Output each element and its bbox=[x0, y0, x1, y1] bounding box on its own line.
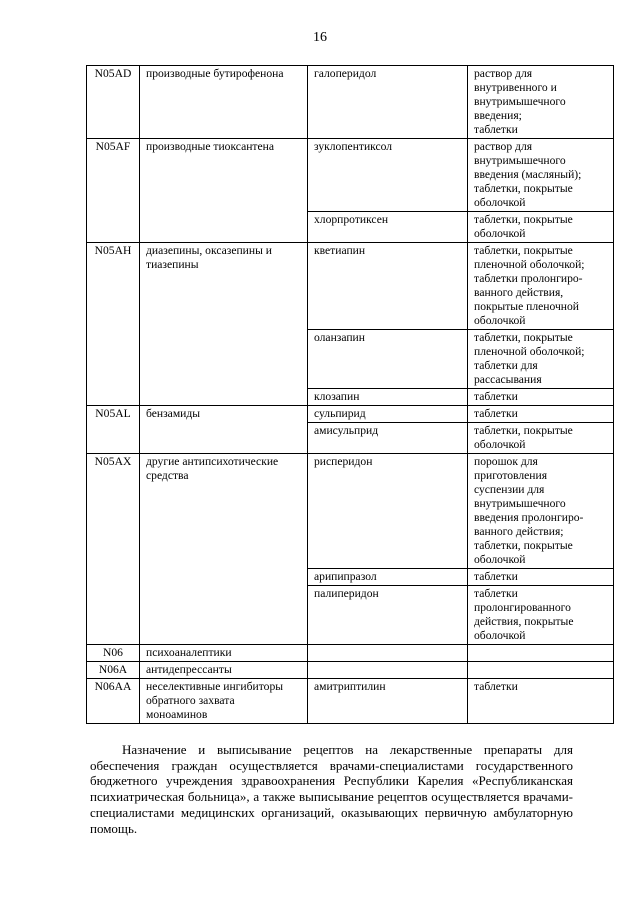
dosage-form-cell bbox=[468, 645, 614, 662]
table-row bbox=[87, 406, 614, 423]
group-name-cell: другие антипсихотические средства bbox=[140, 454, 308, 645]
dosage-form-cell: таблетки, покрытые пленочной оболочкой; таблетки пролонгиро- ванного действия, покрытые пленочной оболочкой bbox=[468, 243, 614, 330]
table-row bbox=[87, 679, 614, 724]
atc-code-cell: N05AD bbox=[87, 66, 140, 139]
group-name-cell: производные бутирофенона bbox=[140, 66, 308, 139]
drug-name-cell bbox=[308, 662, 468, 679]
atc-code-cell: N05AF bbox=[87, 139, 140, 243]
drug-name-cell: зуклопентиксол bbox=[308, 139, 468, 212]
dosage-form-cell: таблетки, покрытые пленочной оболочкой; таблетки для рассасывания bbox=[468, 330, 614, 389]
group-name-cell: бензамиды bbox=[140, 406, 308, 454]
table-row bbox=[87, 662, 614, 679]
drug-name-cell: галоперидол bbox=[308, 66, 468, 139]
dosage-form-cell: раствор для внутривенного и внутримышечного введения; таблетки bbox=[468, 66, 614, 139]
drug-name-cell: амисульприд bbox=[308, 423, 468, 454]
dosage-form-cell: таблетки, покрытые оболочкой bbox=[468, 423, 614, 454]
drug-table bbox=[86, 65, 614, 724]
atc-code-cell: N06A bbox=[87, 662, 140, 679]
drug-name-cell: сульпирид bbox=[308, 406, 468, 423]
atc-code-cell: N05AH bbox=[87, 243, 140, 406]
table-row bbox=[87, 645, 614, 662]
group-name-cell: антидепрессанты bbox=[140, 662, 308, 679]
atc-code-cell: N06 bbox=[87, 645, 140, 662]
group-name-cell: диазепины, оксазепины и тиазепины bbox=[140, 243, 308, 406]
drug-name-cell: оланзапин bbox=[308, 330, 468, 389]
table-row bbox=[87, 454, 614, 569]
drug-name-cell: арипипразол bbox=[308, 569, 468, 586]
dosage-form-cell bbox=[468, 662, 614, 679]
dosage-form-cell: таблетки, покрытые оболочкой bbox=[468, 212, 614, 243]
table-row bbox=[87, 139, 614, 212]
group-name-cell: производные тиоксантена bbox=[140, 139, 308, 243]
drug-name-cell: клозапин bbox=[308, 389, 468, 406]
drug-name-cell: амитриптилин bbox=[308, 679, 468, 724]
drug-name-cell: рисперидон bbox=[308, 454, 468, 569]
drug-name-cell: палиперидон bbox=[308, 586, 468, 645]
group-name-cell: психоаналептики bbox=[140, 645, 308, 662]
dosage-form-cell: таблетки bbox=[468, 406, 614, 423]
dosage-form-cell: таблетки bbox=[468, 569, 614, 586]
page-number: 16 bbox=[313, 30, 327, 45]
group-name-cell: неселективные ингибиторы обратного захвата моноаминов bbox=[140, 679, 308, 724]
drug-name-cell bbox=[308, 645, 468, 662]
drug-name-cell: хлорпротиксен bbox=[308, 212, 468, 243]
dosage-form-cell: таблетки bbox=[468, 679, 614, 724]
dosage-form-cell: таблетки пролонгированного действия, покрытые оболочкой bbox=[468, 586, 614, 645]
dosage-form-cell: раствор для внутримышечного введения (масляный); таблетки, покрытые оболочкой bbox=[468, 139, 614, 212]
table-row bbox=[87, 66, 614, 139]
atc-code-cell: N05AL bbox=[87, 406, 140, 454]
atc-code-cell: N06AA bbox=[87, 679, 140, 724]
drug-name-cell: кветиапин bbox=[308, 243, 468, 330]
dosage-form-cell: таблетки bbox=[468, 389, 614, 406]
prescription-note-paragraph: Назначение и выписывание рецептов на лекарственные препараты для обеспечения граждан осуществляется врачами-специалистами государственного бюджетного учреждения здравоохранения Республики Карелия «Республиканская психиатрическая больница», а также выписывание рецептов осуществляется врачами-специалистами медицинских организаций, оказывающих первичную амбулаторную помощь. bbox=[90, 742, 573, 836]
atc-code-cell: N05AX bbox=[87, 454, 140, 645]
table-row bbox=[87, 243, 614, 330]
dosage-form-cell: порошок для приготовления суспензии для внутримышечного введения пролонгиро- ванного действия; таблетки, покрытые оболочкой bbox=[468, 454, 614, 569]
